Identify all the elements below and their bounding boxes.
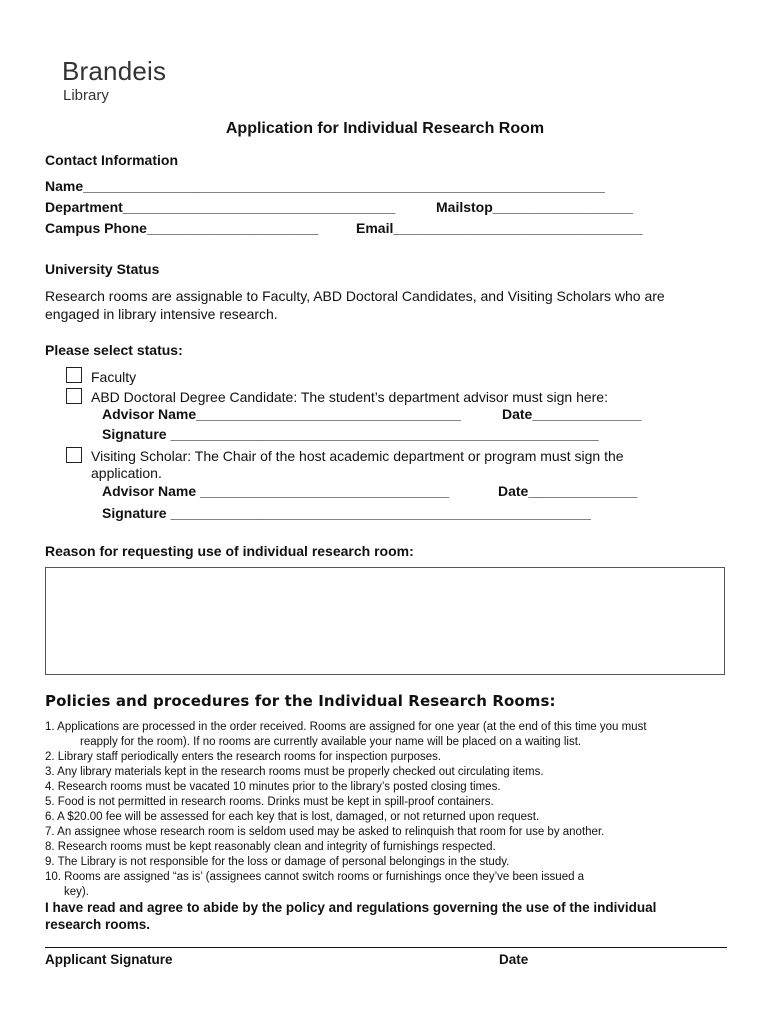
policy-item: 3. Any library materials kept in the research rooms must be properly checked out circulating items.	[45, 766, 544, 778]
signature-date-label: Date	[499, 952, 529, 967]
abd-candidate-checkbox[interactable]	[66, 388, 82, 404]
reason-textarea[interactable]	[45, 567, 725, 675]
policy-item: key).	[64, 886, 89, 898]
mailstop-field[interactable]: Mailstop__________________	[436, 199, 633, 215]
policy-item: 8. Research rooms must be kept reasonably clean and integrity of furnishings respected.	[45, 841, 496, 853]
reason-heading: Reason for requesting use of individual research room:	[45, 543, 414, 559]
library-logo-text: Library	[63, 87, 109, 104]
policy-item: reapply for the room). If no rooms are currently available your name will be placed on a waiting list.	[80, 736, 582, 748]
faculty-label: Faculty	[91, 369, 137, 385]
visiting-scholar-checkbox[interactable]	[66, 447, 82, 463]
policy-item: 6. A $20.00 fee will be assessed for each key that is lost, damaged, or not returned upon request.	[45, 811, 540, 823]
email-field[interactable]: Email________________________________	[356, 220, 643, 236]
page-title: Application for Individual Research Room	[225, 120, 545, 137]
abd-signature-field[interactable]: Signature _______________________________________________________	[102, 426, 599, 442]
campus-phone-field[interactable]: Campus Phone______________________	[45, 220, 319, 236]
visiting-scholar-label-line1: Visiting Scholar: The Chair of the host academic department or program must sign the	[91, 448, 624, 464]
status-description-line2: engaged in library intensive research.	[45, 306, 278, 322]
policy-item: 2. Library staff periodically enters the research rooms for inspection purposes.	[45, 751, 442, 763]
policy-item: 10. Rooms are assigned “as is’ (assignees cannot switch rooms or furnishings once they’ve been issued a	[45, 871, 585, 883]
status-description-line1: Research rooms are assignable to Faculty, ABD Doctoral Candidates, and Visiting Scholars who are	[45, 288, 665, 304]
applicant-signature-label: Applicant Signature	[45, 952, 173, 967]
applicant-signature-line[interactable]	[45, 947, 727, 948]
abd-candidate-label: ABD Doctoral Degree Candidate: The student’s department advisor must sign here:	[91, 389, 608, 405]
university-status-heading: University Status	[45, 261, 160, 277]
name-field[interactable]: Name___________________________________________________________________	[45, 178, 605, 194]
policy-item: 1. Applications are processed in the order received. Rooms are assigned for one year (at the end of this time you must	[45, 721, 647, 733]
visiting-signature-field[interactable]: Signature ______________________________________________________	[102, 505, 591, 521]
department-field[interactable]: Department___________________________________	[45, 199, 396, 215]
visiting-scholar-label-line2: application.	[91, 465, 162, 481]
policy-item: 9. The Library is not responsible for the loss or damage of personal belongings in the study.	[45, 856, 510, 868]
brandeis-logo-text: Brandeis	[62, 56, 167, 86]
policies-heading: Policies and procedures for the Individual Research Rooms:	[45, 692, 556, 710]
abd-advisor-name-field[interactable]: Advisor Name__________________________________	[102, 406, 461, 422]
agreement-line1: I have read and agree to abide by the policy and regulations governing the use of the individual	[45, 900, 657, 915]
contact-heading: Contact Information	[45, 152, 178, 168]
policy-item: 4. Research rooms must be vacated 10 minutes prior to the library’s posted closing times.	[45, 781, 501, 793]
agreement-line2: research rooms.	[45, 917, 151, 932]
abd-date-field[interactable]: Date______________	[502, 406, 642, 422]
visiting-date-field[interactable]: Date______________	[498, 483, 638, 499]
visiting-advisor-name-field[interactable]: Advisor Name ________________________________	[102, 483, 450, 499]
faculty-checkbox[interactable]	[66, 367, 82, 383]
select-status-heading: Please select status:	[45, 342, 183, 358]
policy-item: 7. An assignee whose research room is seldom used may be asked to relinquish that room for use by another.	[45, 826, 605, 838]
policy-item: 5. Food is not permitted in research rooms. Drinks must be kept in spill-proof containers.	[45, 796, 494, 808]
